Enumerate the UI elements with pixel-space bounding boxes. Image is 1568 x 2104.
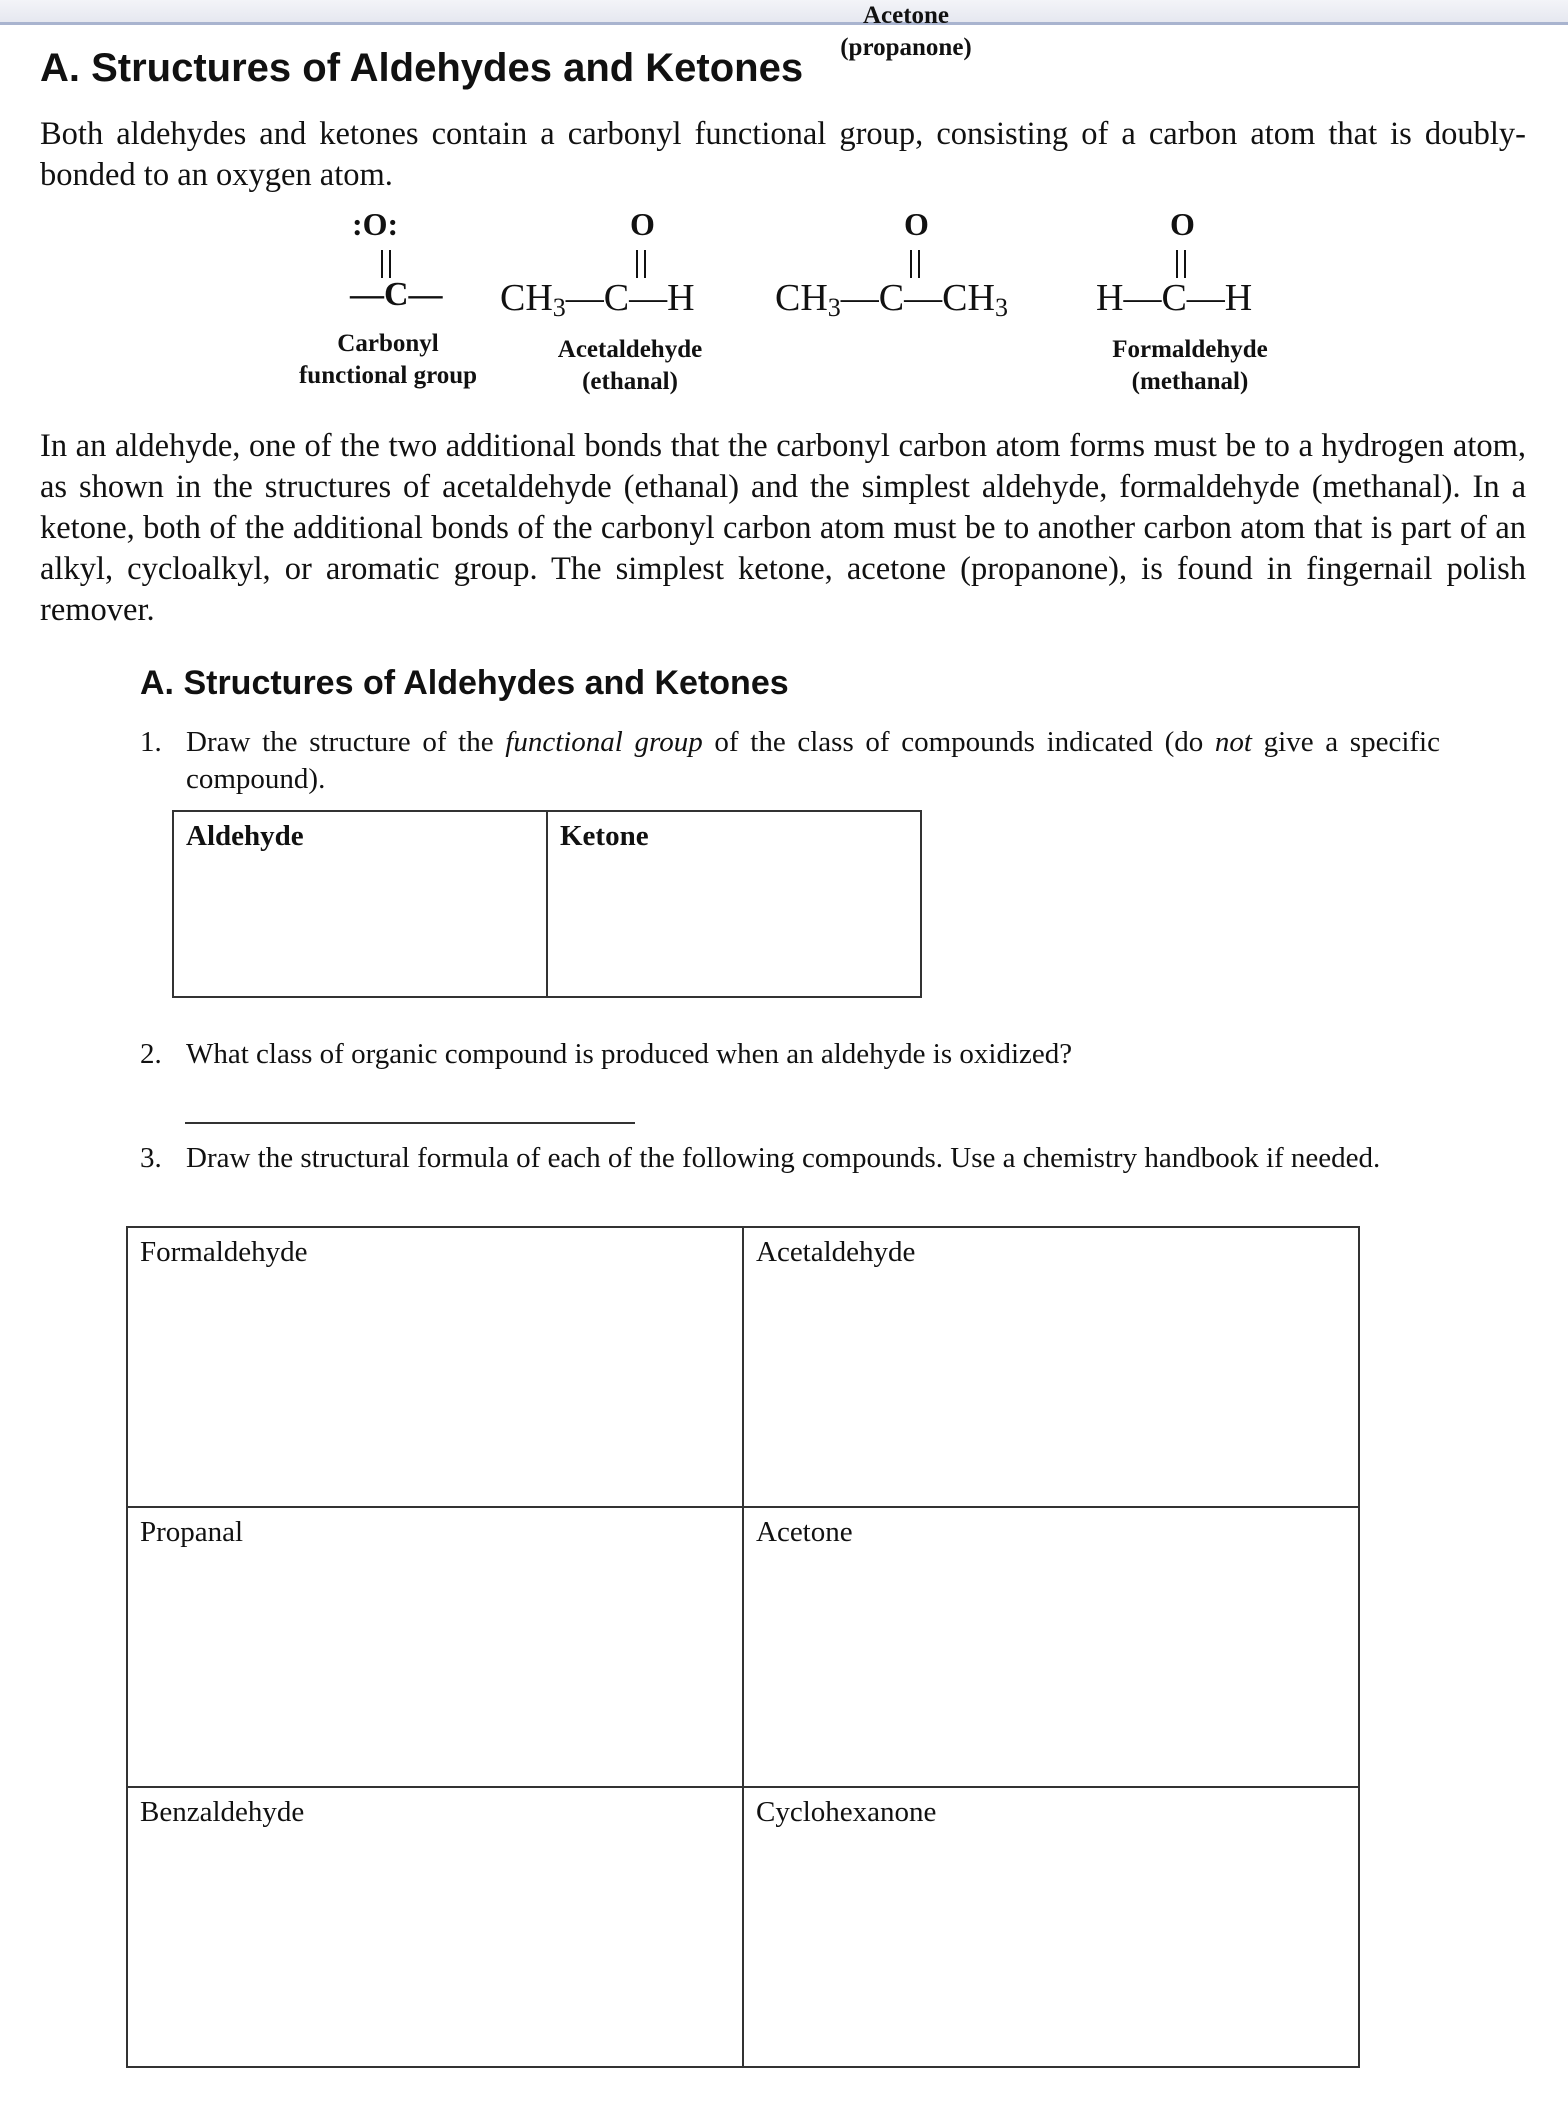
double-bond [636, 250, 646, 278]
formaldehyde-oxygen: O [1170, 206, 1195, 242]
formula-subscript: 3 [552, 293, 566, 322]
question-text-part: give a specific compound). [186, 726, 1440, 795]
acetone-formula [775, 276, 1008, 323]
answer-cell-propanal[interactable]: Propanal [127, 1507, 743, 1787]
question-3 [140, 1140, 1440, 1177]
question-text [186, 724, 1440, 798]
caption-line: Carbonyl [337, 330, 439, 357]
caption-line: (methanal) [1131, 368, 1249, 395]
formaldehyde-formula: H—C—H [1096, 277, 1253, 319]
question-emphasis: not [1214, 726, 1252, 758]
answer-cell-cyclohexanone[interactable]: Cyclohexanone [743, 1787, 1359, 2067]
question-number: 1. [140, 726, 162, 758]
caption-line: Acetaldehyde [557, 336, 703, 363]
structural-formula-table [126, 1226, 1360, 2068]
functional-group-table [172, 810, 922, 998]
answer-cell-acetone[interactable]: Acetone [743, 1507, 1359, 1787]
acetone-oxygen: O [904, 206, 929, 242]
question-text: What class of organic compound is produced when an aldehyde is oxidized? [186, 1038, 1073, 1070]
question-number: 2. [140, 1038, 162, 1070]
answer-cell-ketone[interactable]: Ketone [547, 811, 921, 997]
question-text-part: Draw the structure of the [186, 726, 506, 758]
question-text-part: of the class of compounds indicated (do [702, 726, 1215, 758]
formula-part: CH [775, 277, 828, 319]
double-bond [1176, 250, 1186, 278]
acetaldehyde-formula [500, 276, 695, 323]
question-emphasis: functional group [505, 726, 703, 758]
answer-cell-acetaldehyde[interactable]: Acetaldehyde [743, 1227, 1359, 1507]
answer-cell-formaldehyde[interactable]: Formaldehyde [127, 1227, 743, 1507]
section-heading: A. Structures of Aldehydes and Ketones [140, 664, 789, 702]
double-bond [381, 250, 391, 278]
answer-cell-aldehyde[interactable]: Aldehyde [173, 811, 547, 997]
caption-line: Formaldehyde [1112, 336, 1268, 363]
caption-line: (propanone) [840, 34, 972, 61]
intro-paragraph: Both aldehydes and ketones contain a carbonyl functional group, consisting of a carbon atom that is doubly-bonded to an oxygen atom. [40, 116, 1526, 193]
double-bond [910, 250, 920, 278]
caption-line: functional group [298, 362, 478, 389]
formula-subscript: 3 [827, 293, 841, 322]
question-text: Draw the structural formula of each of the following compounds. Use a chemistry handbook if needed. [186, 1142, 1381, 1174]
question-1 [140, 724, 1440, 798]
caption-line: Acetone [862, 2, 950, 29]
formula-subscript: 3 [994, 293, 1008, 322]
acetaldehyde-oxygen: O [630, 206, 655, 242]
formula-part: —C—CH [840, 277, 995, 319]
answer-cell-benzaldehyde[interactable]: Benzaldehyde [127, 1787, 743, 2067]
question-number: 3. [140, 1142, 162, 1174]
page-title: A. Structures of Aldehydes and Ketones [40, 46, 804, 90]
carbonyl-oxygen: :O: [352, 206, 399, 242]
formula-part: CH [500, 277, 553, 319]
question-2 [140, 1036, 1440, 1073]
formula-part: —C—H [565, 277, 695, 319]
explanation-paragraph: In an aldehyde, one of the two additional bonds that the carbonyl carbon atom forms must be to a hydrogen atom, as shown in the structures of acetaldehyde (ethanal) and the simplest aldehyde, formaldehyde (methanal). In a ketone, both of the additional bonds of the carbonyl carbon atom must be to another carbon atom that is part of an alkyl, cycloalkyl, or aromatic group. The simplest ketone, acetone (propanone), is found in fingernail polish remover. [40, 428, 1526, 628]
carbonyl-carbon: —C— [350, 276, 443, 313]
caption-line: (ethanal) [582, 368, 678, 395]
answer-line[interactable] [185, 1122, 635, 1124]
window-top-bar [0, 0, 1568, 25]
